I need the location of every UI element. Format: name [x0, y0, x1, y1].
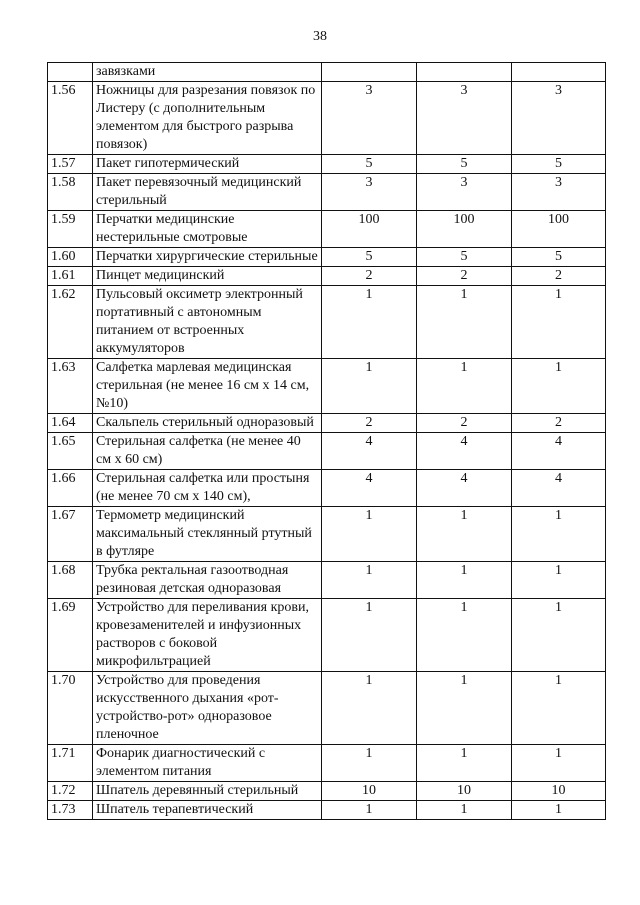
quantity-cell-1: 2	[322, 267, 417, 286]
quantity-cell-1: 1	[322, 507, 417, 562]
item-name-cell: Перчатки медицинские нестерильные смотровые	[93, 211, 322, 248]
item-number-cell: 1.64	[48, 414, 93, 433]
quantity-cell-2: 2	[417, 414, 512, 433]
quantity-cell-2: 4	[417, 433, 512, 470]
page-number: 38	[313, 29, 327, 44]
table-row	[48, 174, 606, 211]
table-row	[48, 801, 606, 820]
quantity-cell-1: 2	[322, 414, 417, 433]
table-row	[48, 155, 606, 174]
quantity-cell-2: 4	[417, 470, 512, 507]
item-number-cell: 1.68	[48, 562, 93, 599]
quantity-cell-2: 2	[417, 267, 512, 286]
table-row	[48, 599, 606, 672]
item-number-cell: 1.67	[48, 507, 93, 562]
quantity-cell-3: 1	[512, 599, 606, 672]
item-name-cell: Шпатель деревянный стерильный	[93, 782, 322, 801]
quantity-cell-2: 10	[417, 782, 512, 801]
quantity-cell-1: 1	[322, 599, 417, 672]
table-row	[48, 63, 606, 82]
quantity-cell-3: 2	[512, 267, 606, 286]
quantity-cell-1: 1	[322, 562, 417, 599]
item-name-cell: Устройство для проведения искусственного дыхания «рот-устройство-рот» одноразовое пленочное	[93, 672, 322, 745]
quantity-cell-3	[512, 63, 606, 82]
quantity-cell-2: 1	[417, 599, 512, 672]
table-row	[48, 470, 606, 507]
quantity-cell-3: 3	[512, 174, 606, 211]
quantity-cell-2: 1	[417, 672, 512, 745]
quantity-cell-3: 5	[512, 248, 606, 267]
quantity-cell-1: 1	[322, 801, 417, 820]
quantity-cell-1: 3	[322, 174, 417, 211]
quantity-cell-2	[417, 63, 512, 82]
item-number-cell: 1.72	[48, 782, 93, 801]
quantity-cell-1: 10	[322, 782, 417, 801]
item-name-cell: Салфетка марлевая медицинская стерильная (не менее 16 см х 14 см, №10)	[93, 359, 322, 414]
quantity-cell-1: 3	[322, 82, 417, 155]
equipment-table	[47, 62, 606, 820]
table-row	[48, 782, 606, 801]
quantity-cell-3: 1	[512, 562, 606, 599]
quantity-cell-3: 1	[512, 359, 606, 414]
item-number-cell: 1.65	[48, 433, 93, 470]
quantity-cell-3: 10	[512, 782, 606, 801]
quantity-cell-2: 1	[417, 562, 512, 599]
item-name-cell: Скальпель стерильный одноразовый	[93, 414, 322, 433]
item-number-cell: 1.57	[48, 155, 93, 174]
item-name-cell: Фонарик диагностический с элементом питания	[93, 745, 322, 782]
quantity-cell-1: 1	[322, 745, 417, 782]
quantity-cell-2: 5	[417, 155, 512, 174]
table-row	[48, 672, 606, 745]
item-name-cell: Стерильная салфетка или простыня (не менее 70 см х 140 см),	[93, 470, 322, 507]
quantity-cell-3: 2	[512, 414, 606, 433]
quantity-cell-1: 100	[322, 211, 417, 248]
table-row	[48, 562, 606, 599]
item-name-cell: Устройство для переливания крови, кровезаменителей и инфузионных растворов с боковой микрофильтрацией	[93, 599, 322, 672]
quantity-cell-1	[322, 63, 417, 82]
quantity-cell-3: 1	[512, 801, 606, 820]
quantity-cell-1: 1	[322, 359, 417, 414]
item-number-cell: 1.60	[48, 248, 93, 267]
table-row	[48, 286, 606, 359]
quantity-cell-2: 1	[417, 286, 512, 359]
table-body	[48, 63, 606, 820]
table-row	[48, 82, 606, 155]
item-name-cell: Пакет гипотермический	[93, 155, 322, 174]
quantity-cell-2: 1	[417, 507, 512, 562]
quantity-cell-2: 1	[417, 359, 512, 414]
quantity-cell-2: 3	[417, 82, 512, 155]
item-number-cell	[48, 63, 93, 82]
item-number-cell: 1.69	[48, 599, 93, 672]
item-name-cell: Термометр медицинский максимальный стеклянный ртутный в футляре	[93, 507, 322, 562]
item-name-cell: завязками	[93, 63, 322, 82]
item-name-cell: Перчатки хирургические стерильные	[93, 248, 322, 267]
table-row	[48, 745, 606, 782]
quantity-cell-2: 100	[417, 211, 512, 248]
table-row	[48, 211, 606, 248]
item-number-cell: 1.73	[48, 801, 93, 820]
item-name-cell: Трубка ректальная газоотводная резиновая детская одноразовая	[93, 562, 322, 599]
item-name-cell: Пакет перевязочный медицинский стерильный	[93, 174, 322, 211]
quantity-cell-2: 5	[417, 248, 512, 267]
table-row	[48, 414, 606, 433]
quantity-cell-1: 4	[322, 433, 417, 470]
quantity-cell-3: 3	[512, 82, 606, 155]
quantity-cell-3: 4	[512, 470, 606, 507]
quantity-cell-3: 4	[512, 433, 606, 470]
quantity-cell-2: 1	[417, 745, 512, 782]
item-number-cell: 1.66	[48, 470, 93, 507]
quantity-cell-2: 1	[417, 801, 512, 820]
quantity-cell-3: 1	[512, 672, 606, 745]
quantity-cell-1: 1	[322, 672, 417, 745]
item-name-cell: Ножницы для разрезания повязок по Листеру (с дополнительным элементом для быстрого разрыва повязок)	[93, 82, 322, 155]
quantity-cell-2: 3	[417, 174, 512, 211]
item-number-cell: 1.71	[48, 745, 93, 782]
quantity-cell-1: 1	[322, 286, 417, 359]
item-number-cell: 1.56	[48, 82, 93, 155]
quantity-cell-1: 5	[322, 248, 417, 267]
quantity-cell-3: 100	[512, 211, 606, 248]
quantity-cell-3: 5	[512, 155, 606, 174]
item-name-cell: Стерильная салфетка (не менее 40 см х 60 см)	[93, 433, 322, 470]
item-number-cell: 1.58	[48, 174, 93, 211]
item-name-cell: Пинцет медицинский	[93, 267, 322, 286]
item-name-cell: Пульсовый оксиметр электронный портативный с автономным питанием от встроенных аккумуляторов	[93, 286, 322, 359]
table-row	[48, 248, 606, 267]
item-number-cell: 1.70	[48, 672, 93, 745]
item-number-cell: 1.63	[48, 359, 93, 414]
table-row	[48, 507, 606, 562]
quantity-cell-3: 1	[512, 745, 606, 782]
quantity-cell-1: 5	[322, 155, 417, 174]
item-number-cell: 1.61	[48, 267, 93, 286]
quantity-cell-3: 1	[512, 286, 606, 359]
quantity-cell-3: 1	[512, 507, 606, 562]
item-number-cell: 1.59	[48, 211, 93, 248]
quantity-cell-1: 4	[322, 470, 417, 507]
item-number-cell: 1.62	[48, 286, 93, 359]
item-name-cell: Шпатель терапевтический	[93, 801, 322, 820]
table-row	[48, 359, 606, 414]
table-row	[48, 267, 606, 286]
table-row	[48, 433, 606, 470]
